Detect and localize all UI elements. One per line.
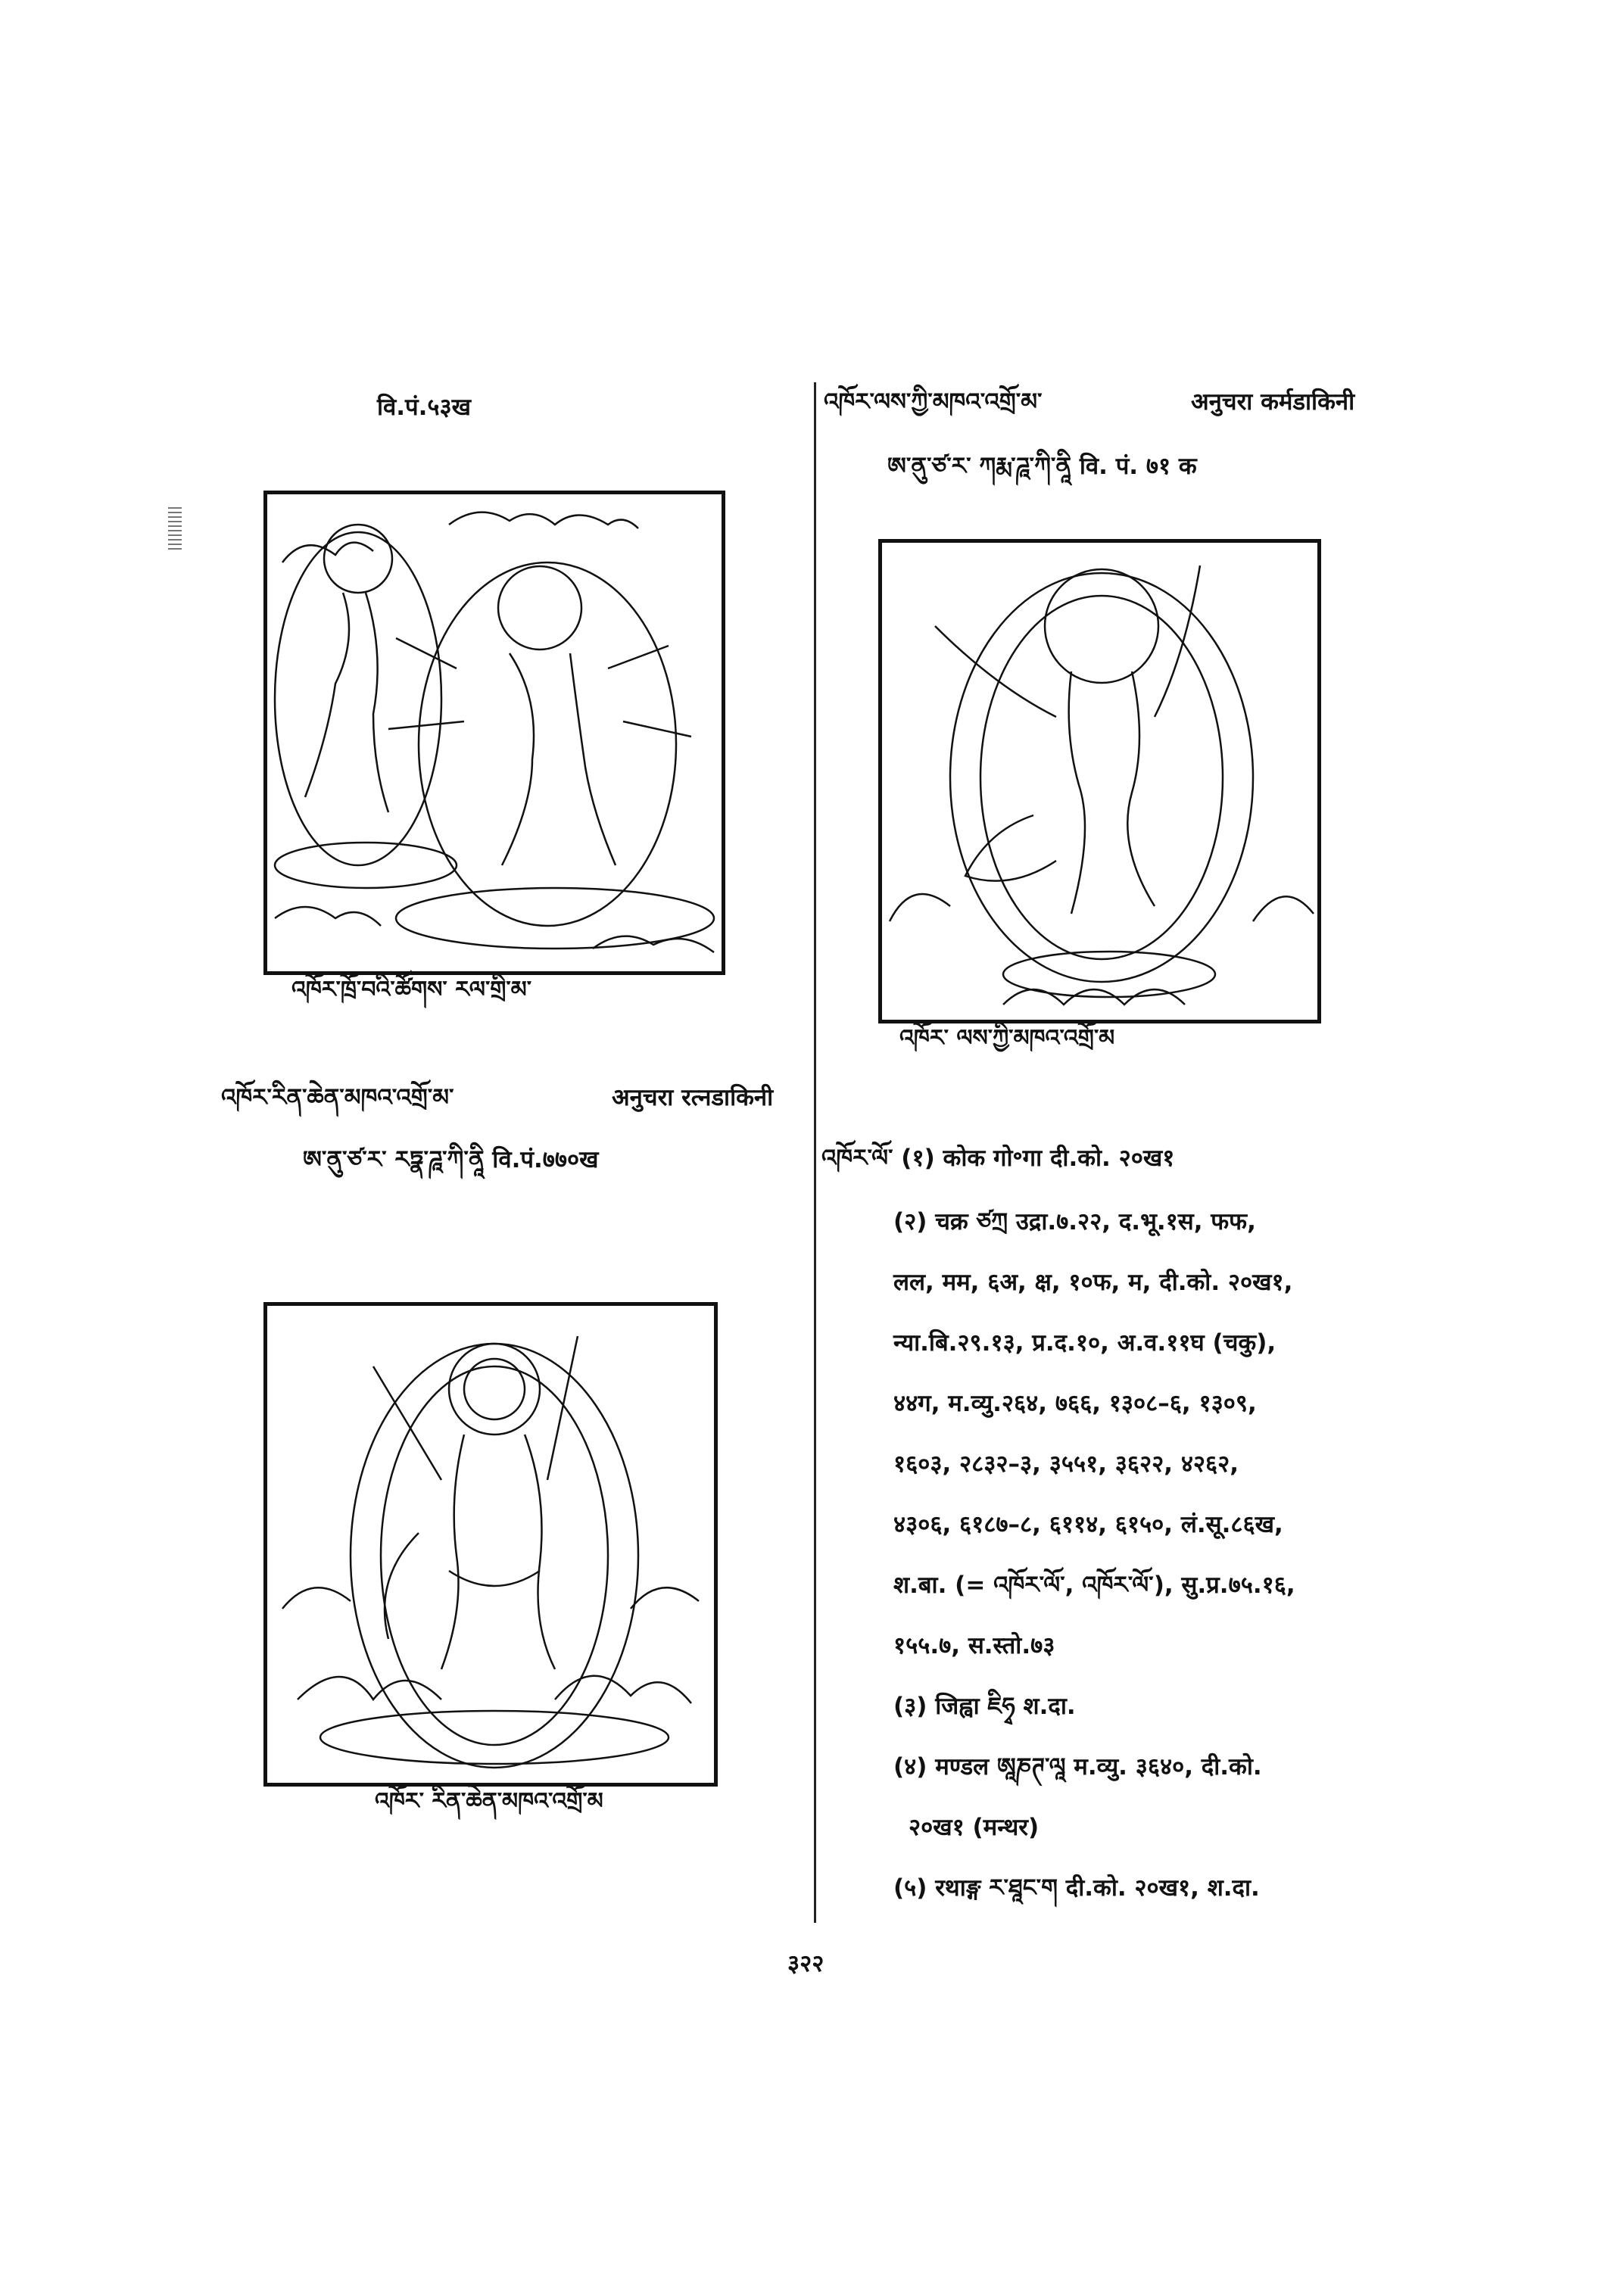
right-subline: ཨ་ནུ་ཙ་ར་ ཀརྨ་ཌཱ་ཀི་ནཱི वि. पं. ७१ क — [887, 453, 1197, 480]
figure-1-caption: འཁོར་ཁྲོ་བའི་ཚོགས་ རལ་གྲི་མ་ — [291, 977, 532, 1003]
section-2-subline: ཨ་ནུ་ཙ་ར་ རཏྣ་ཌཱ་ཀི་ནཱི वि.पं.७७०ख — [303, 1146, 599, 1173]
entry-line-9: १५५.७, स.स्तो.७३ — [893, 1632, 1055, 1659]
entry-line-11: (४) मण्डल ཨཱཎཊ་ལཱ म.व्यु. ३६४०, दी.को. — [893, 1753, 1262, 1781]
figure-1-illustration — [263, 491, 725, 975]
right-heading-hindi: अनुचरा कर्मडाकिनी — [1191, 388, 1355, 416]
page-number: ३२२ — [787, 1950, 824, 1977]
section-2-heading-hindi: अनुचरा रत्नडाकिनी — [612, 1084, 774, 1111]
entry-line-1: འཁོར་ལོ་ (१) कोक गो॰गा दी.को. २०ख१ — [821, 1145, 1175, 1172]
entry-line-6: १६०३, २८३२–३, ३५५१, ३६२२, ४२६२, — [893, 1450, 1239, 1478]
figure-2-caption: འཁོར་ རིན་ཆེན་མཁའ་འགྲོ་མ — [375, 1788, 603, 1815]
entry-line-7: ४३०६, ६१८७–८, ६११४, ६१५०, लं.सू.८६ख, — [893, 1511, 1283, 1538]
entry-line-13: (५) रथाङ्ग ར་ཐཱང་ག दी.को. २०ख१, श.दा. — [893, 1874, 1260, 1902]
figure-3-illustration — [878, 539, 1321, 1023]
section-2-heading-tibetan: འཁོར་རིན་ཆེན་མཁའ་འགྲོ་མ་ — [221, 1084, 454, 1111]
entry-line-4: न्या.बि.२९.१३, प्र.द.१०, अ.व.११घ (चकु), — [893, 1329, 1276, 1357]
entry-line-12: २०ख१ (मन्थर) — [909, 1814, 1040, 1841]
entry-line-10: (३) जिह्वा ཇིཧྭ श.दा. — [893, 1693, 1076, 1720]
column-divider — [814, 382, 816, 1923]
right-heading-tibetan: འཁོར་ལས་ཀྱི་མཁའ་འགྲོ་མ་ — [824, 388, 1043, 416]
left-top-reference: वि.पं.५३ख — [377, 394, 472, 421]
entry-line-8: श.बा. (= འཁོར་ལོ་, འཁོར་ལོ་), सु.प्र.७५.१६, — [893, 1572, 1295, 1599]
margin-tick-marks — [168, 507, 182, 553]
figure-2-illustration — [263, 1302, 718, 1787]
figure-3-caption: འཁོར་ ལས་ཀྱི་མཁའ་འགྲོ་མ — [899, 1025, 1115, 1051]
entry-line-3: लल, मम, ६अ, क्ष, १०फ, म, दी.को. २०ख१, — [893, 1269, 1293, 1296]
entry-line-2: (२) चक्र ཙཀྲ उद्रा.७.२२, द.भू.१स, फफ, — [893, 1208, 1256, 1235]
entry-line-5: ४४ग, म.व्यु.२६४, ७६६, १३०८–६, १३०९, — [893, 1390, 1257, 1417]
